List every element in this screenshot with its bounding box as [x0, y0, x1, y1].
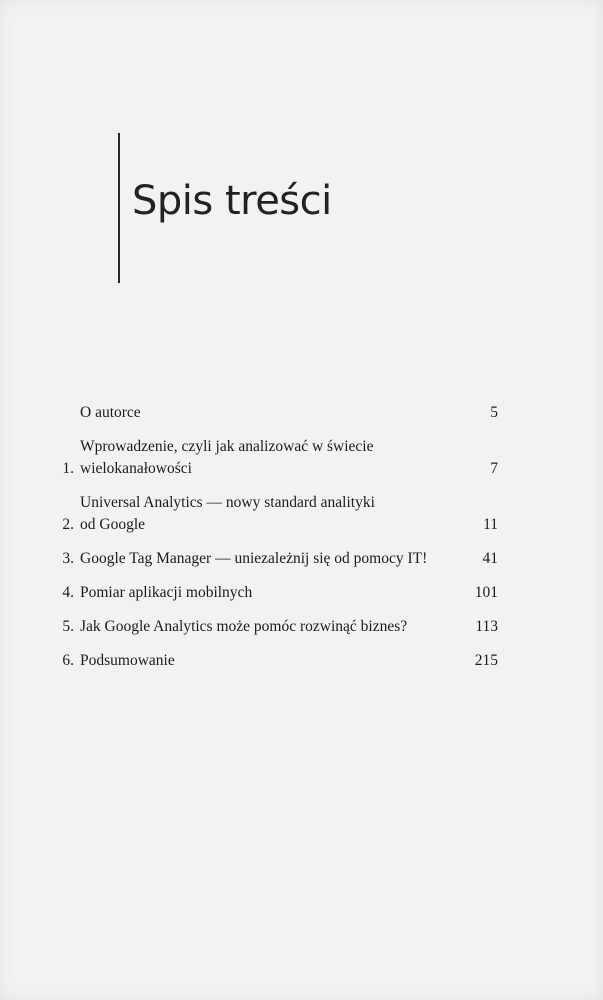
toc-entry-page: 41: [482, 550, 498, 567]
toc-entry-number: 3.: [62, 550, 74, 567]
toc-entry-title: Pomiar aplikacji mobilnych: [80, 584, 253, 601]
toc-entry-title: Podsumowanie: [80, 652, 175, 669]
toc-entry-chapter-4: [46, 582, 498, 604]
toc-entry-title: Universal Analytics — nowy standard analityki od Google: [80, 494, 375, 533]
toc-entry-page: 215: [474, 652, 498, 669]
toc-entry-chapter-1: [46, 436, 498, 480]
toc-entry-page: 5: [490, 404, 498, 421]
toc-entry-chapter-5: [46, 616, 498, 638]
toc-entry-chapter-6: [46, 650, 498, 672]
toc-entry-page: 11: [483, 516, 498, 533]
toc-entry-page: 7: [490, 460, 498, 477]
table-of-contents: [46, 402, 498, 684]
toc-entry-title: Google Tag Manager — uniezależnij się od pomocy IT!: [80, 550, 428, 567]
title-vertical-rule: [118, 133, 120, 283]
toc-entry-number: 4.: [62, 584, 74, 601]
toc-entry-page: 113: [475, 618, 498, 635]
page-title: Spis treści: [132, 178, 332, 224]
toc-entry-title: Wprowadzenie, czyli jak analizować w świecie wielokanałowości: [80, 438, 374, 477]
toc-entry-number: 5.: [62, 618, 74, 635]
toc-entry-title: O autorce: [80, 404, 141, 421]
toc-entry-number: 1.: [62, 460, 74, 477]
toc-entry-about-author: [46, 402, 498, 424]
toc-entry-page: 101: [474, 584, 498, 601]
toc-entry-number: 6.: [62, 652, 74, 669]
toc-entry-chapter-3: [46, 548, 498, 570]
toc-entry-number: 2.: [62, 516, 74, 533]
toc-entry-chapter-2: [46, 492, 498, 536]
toc-entry-title: Jak Google Analytics może pomóc rozwinąć biznes?: [80, 618, 408, 635]
